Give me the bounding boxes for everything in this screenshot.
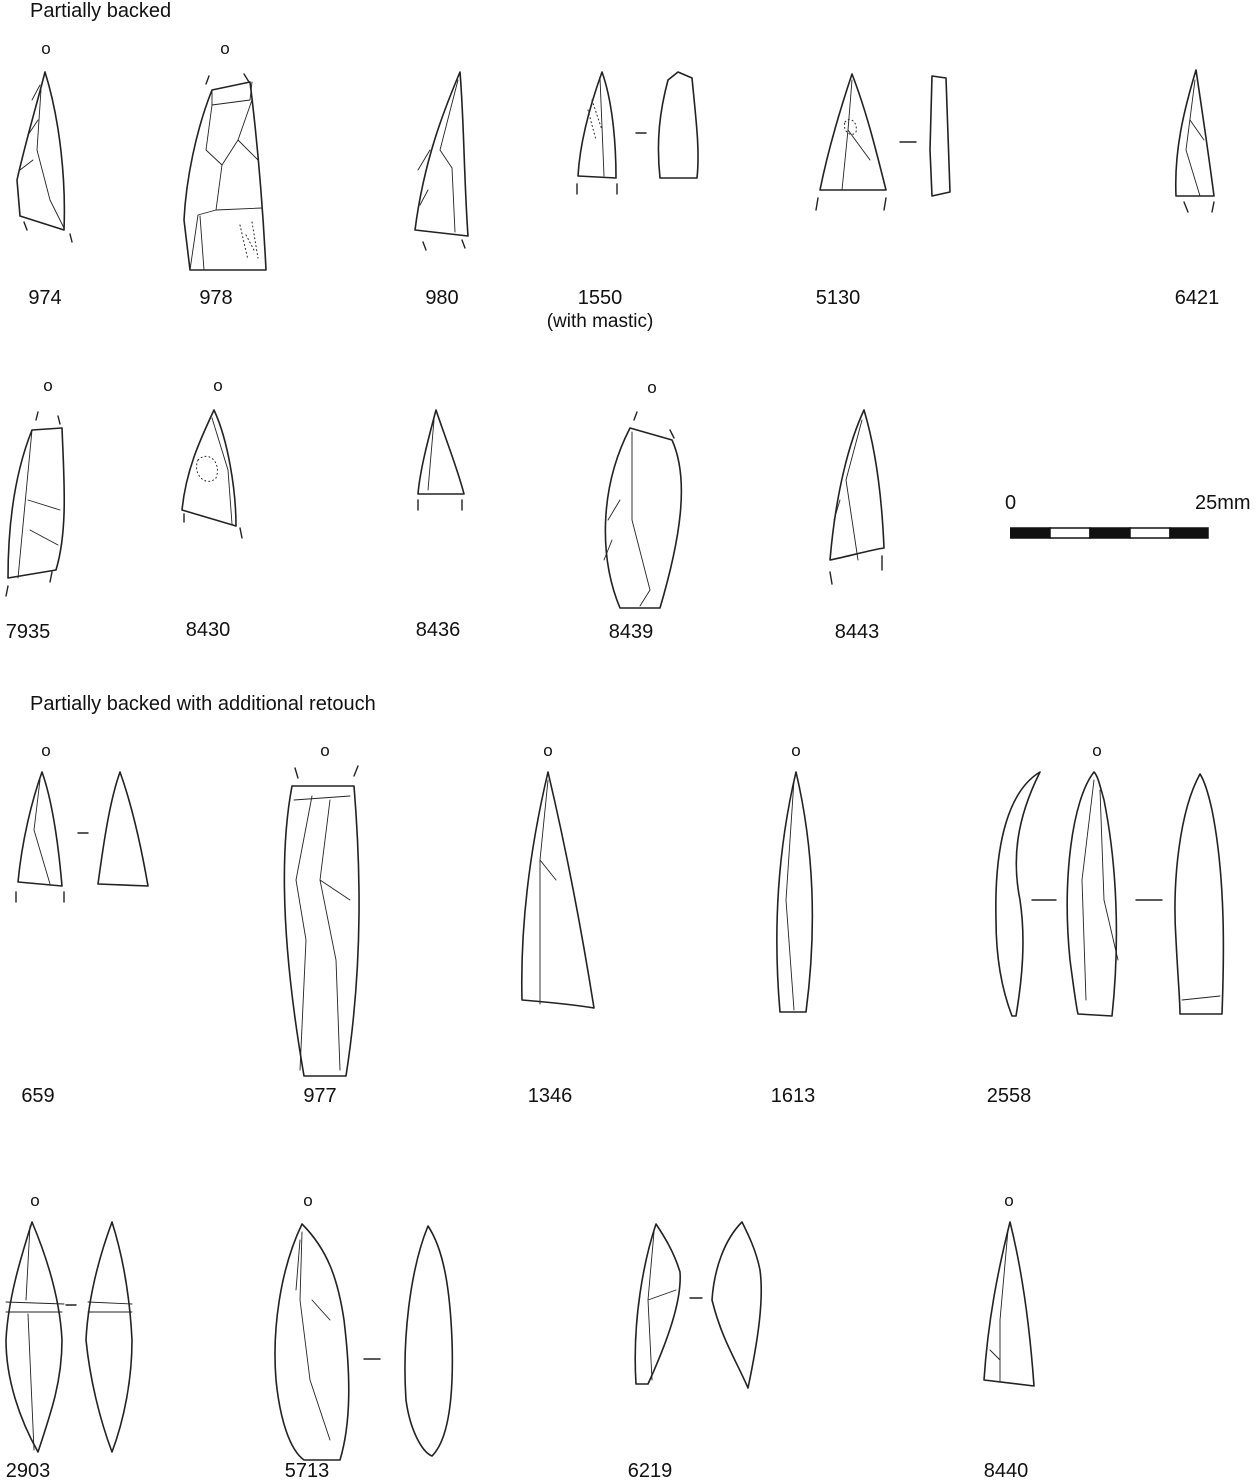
orientation-mark: o [1004, 1191, 1014, 1210]
artefact-980-drawing [415, 72, 468, 250]
catalogue-label-980: 980 [425, 287, 459, 309]
catalogue-label-2558: 2558 [986, 1085, 1032, 1107]
artefact-1550-drawing [577, 72, 698, 194]
artefact-5130-drawing [816, 74, 950, 210]
catalogue-label-1613: 1613 [770, 1085, 816, 1107]
orientation-mark: o [30, 1191, 40, 1210]
orientation-mark: o [43, 376, 53, 395]
artefact-1346-drawing [522, 772, 594, 1008]
artefact-1613-drawing [777, 772, 812, 1012]
catalogue-label-8430: 8430 [185, 619, 231, 641]
artefact-7935-drawing [6, 412, 64, 596]
artefact-6219-drawing [635, 1222, 761, 1388]
catalogue-label-2903: 2903 [5, 1460, 51, 1482]
artefact-8430-drawing [182, 410, 242, 538]
catalogue-label-1346: 1346 [527, 1085, 573, 1107]
orientation-mark: o [791, 741, 801, 760]
orientation-mark: o [647, 378, 657, 397]
catalogue-label-5130: 5130 [815, 287, 861, 309]
artefact-8436-drawing [418, 410, 464, 510]
orientation-mark: o [41, 39, 51, 58]
catalogue-label-8439: 8439 [608, 621, 654, 643]
scale-start-label: 0 [1005, 492, 1017, 514]
catalogue-label-7935: 7935 [5, 621, 51, 643]
artefact-2558-drawing [996, 772, 1224, 1016]
catalogue-label-6421: 6421 [1174, 287, 1220, 309]
catalogue-label-5713: 5713 [284, 1460, 330, 1482]
orientation-mark: o [543, 741, 553, 760]
catalogue-label-8443: 8443 [834, 621, 880, 643]
artefact-5713-drawing [275, 1224, 452, 1460]
artefact-6421-drawing [1176, 70, 1214, 212]
artefact-2903-drawing [6, 1222, 132, 1452]
artefact-977-drawing [284, 766, 359, 1076]
orientation-mark: o [41, 741, 51, 760]
section-title-with-retouch: Partially backed with additional retouch [30, 693, 376, 715]
artefact-659-drawing [16, 772, 148, 902]
artefact-8440-drawing [984, 1222, 1034, 1386]
section-title-partially-backed: Partially backed [30, 0, 172, 22]
catalogue-note-1550: (with mastic) [546, 311, 654, 332]
orientation-mark: o [303, 1191, 313, 1210]
artefact-8439-drawing [604, 412, 681, 608]
catalogue-label-1550: 1550 [577, 287, 623, 309]
catalogue-label-8436: 8436 [415, 619, 461, 641]
artefact-974-drawing [17, 72, 72, 242]
catalogue-label-659: 659 [21, 1085, 55, 1107]
artefact-978-drawing [184, 74, 266, 270]
catalogue-label-8440: 8440 [983, 1460, 1029, 1482]
orientation-mark: o [1092, 741, 1102, 760]
catalogue-label-6219: 6219 [627, 1460, 673, 1482]
catalogue-label-978: 978 [199, 287, 233, 309]
orientation-mark: o [213, 376, 223, 395]
orientation-mark: o [220, 39, 230, 58]
scale-bar [1010, 526, 1210, 540]
catalogue-label-974: 974 [28, 287, 62, 309]
orientation-mark: o [320, 741, 330, 760]
artefact-8443-drawing [830, 410, 884, 584]
scale-end-label: 25mm [1195, 492, 1251, 514]
catalogue-label-977: 977 [303, 1085, 337, 1107]
